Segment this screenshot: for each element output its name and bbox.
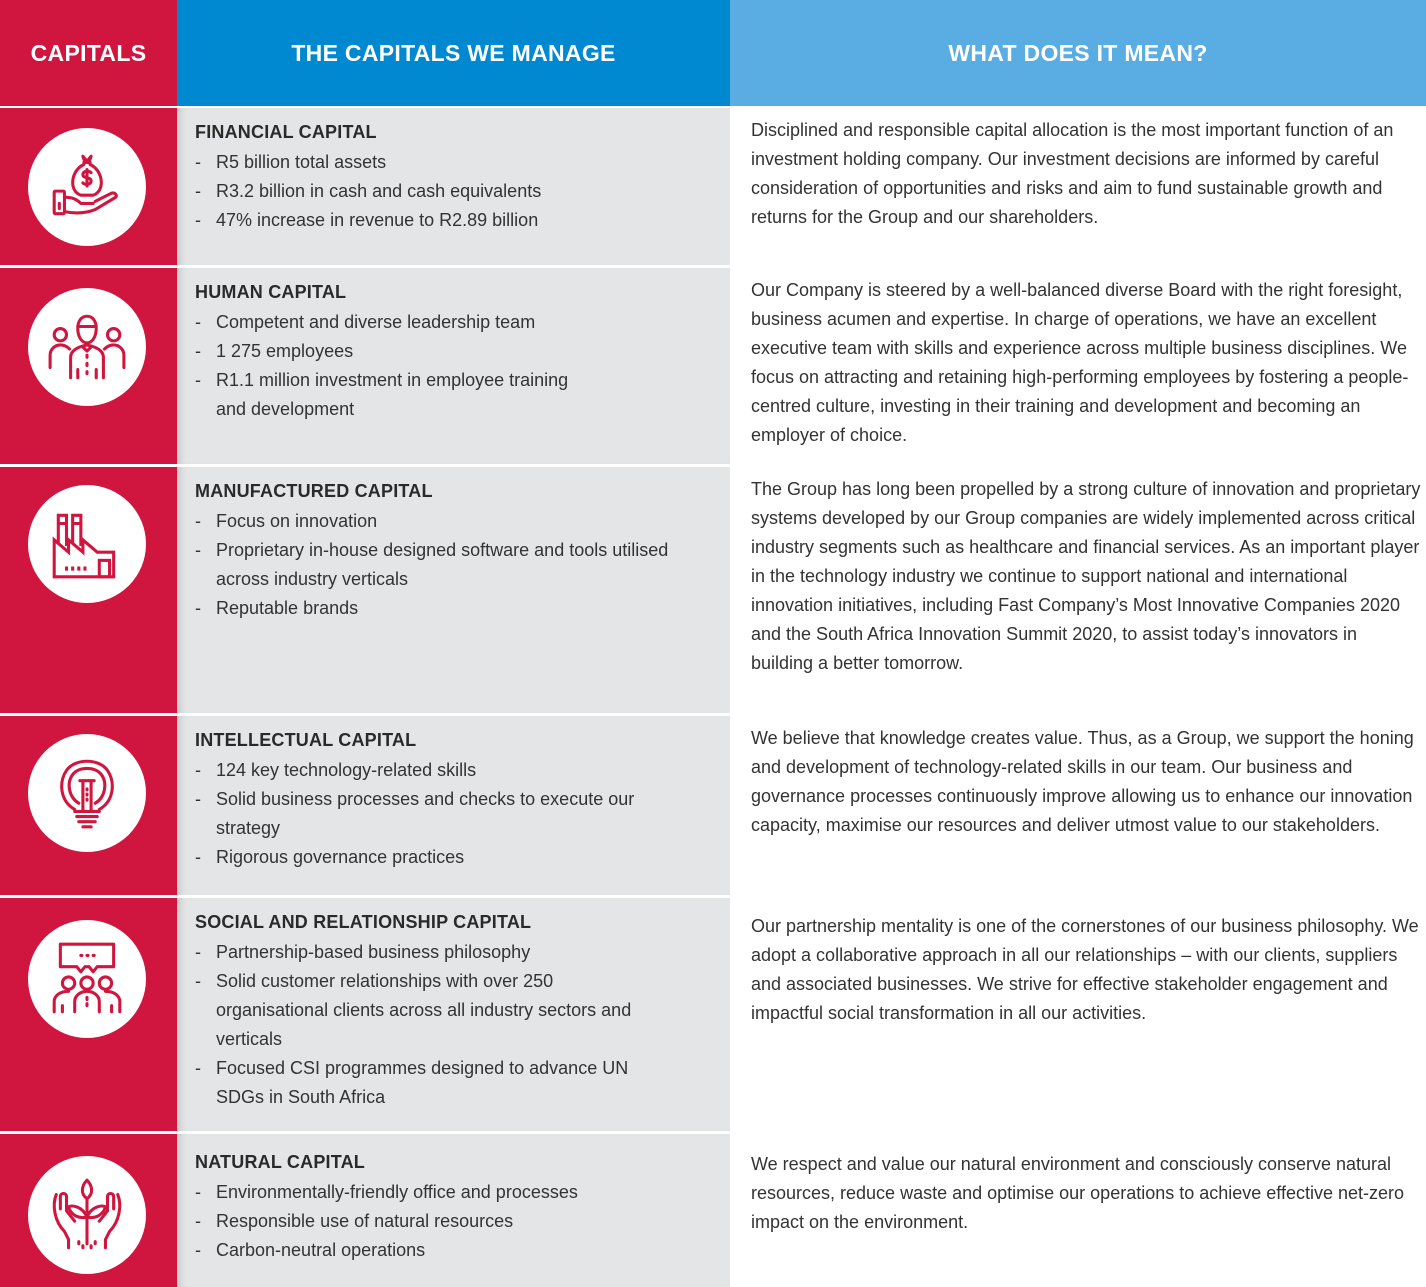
bullet-item: - R3.2 billion in cash and cash equivalents xyxy=(195,177,715,206)
meaning-cell xyxy=(730,108,1426,265)
people-speech-bubble-icon xyxy=(46,938,128,1020)
meaning-cell xyxy=(730,467,1426,713)
factory-icon xyxy=(46,503,128,585)
icon-circle xyxy=(28,920,146,1038)
capital-row-social-relationship xyxy=(0,898,1426,1131)
meaning-cell xyxy=(730,268,1426,464)
bullet-item: - Proprietary in-house designed software and tools utilised across industry verticals xyxy=(195,536,675,594)
capital-row-human xyxy=(0,268,1426,464)
capital-description: Our Company is steered by a well-balanced diverse Board with the right foresight, business acumen and expertise. In charge of operations, we have an excellent executive team with skills and experience across multiple business disciplines. We focus on attracting and retaining high-performing employees by fostering a people-centred culture, investing in their training and development and becoming an employer of choice. xyxy=(751,280,1409,445)
capital-bullets xyxy=(195,938,665,1112)
bullet-item: - Solid customer relationships with over 250 organisational clients across all industry sectors and verticals xyxy=(195,967,665,1054)
manage-cell xyxy=(177,467,730,713)
bullet-item: - Reputable brands xyxy=(195,594,675,623)
bullet-item: - R5 billion total assets xyxy=(195,148,715,177)
capital-description: Disciplined and responsible capital allocation is the most important function of an investment holding company. Our investment decisions are informed by careful consideration of opportunities and risks and aim to fund sustainable growth and returns for the Group and our shareholders. xyxy=(751,120,1394,227)
manage-cell xyxy=(177,716,730,895)
bullet-item: - Competent and diverse leadership team xyxy=(195,308,595,337)
capital-title: NATURAL CAPITAL xyxy=(195,1152,365,1172)
capital-description: We respect and value our natural environment and consciously conserve natural resources, reduce waste and optimise our operations to achieve effective net-zero impact on the environment. xyxy=(751,1154,1405,1232)
bullet-item: - Focused CSI programmes designed to advance UN SDGs in South Africa xyxy=(195,1054,665,1112)
bullet-item: - Responsible use of natural resources xyxy=(195,1207,715,1236)
meaning-cell xyxy=(730,898,1426,1131)
capital-title: FINANCIAL CAPITAL xyxy=(195,122,377,142)
bullet-item: - Solid business processes and checks to execute our strategy xyxy=(195,785,665,843)
bullet-item: - 124 key technology-related skills xyxy=(195,756,665,785)
icon-cell xyxy=(0,716,177,895)
capital-row-intellectual xyxy=(0,716,1426,895)
lightbulb-icon xyxy=(46,752,128,834)
capital-title: SOCIAL AND RELATIONSHIP CAPITAL xyxy=(195,912,532,932)
meaning-cell xyxy=(730,716,1426,895)
capital-row-manufactured xyxy=(0,467,1426,713)
capital-title: HUMAN CAPITAL xyxy=(195,282,347,302)
money-bag-hand-icon xyxy=(46,146,128,228)
header-capitals-we-manage: THE CAPITALS WE MANAGE xyxy=(177,0,730,106)
bullet-item: - Partnership-based business philosophy xyxy=(195,938,665,967)
capital-bullets xyxy=(195,756,665,872)
capital-bullets xyxy=(195,507,675,623)
icon-cell xyxy=(0,467,177,713)
people-group-icon xyxy=(46,306,128,388)
header-what-does-it-mean: WHAT DOES IT MEAN? xyxy=(730,0,1426,106)
capital-bullets xyxy=(195,148,715,235)
capital-title: INTELLECTUAL CAPITAL xyxy=(195,730,417,750)
manage-cell xyxy=(177,108,730,265)
icon-cell xyxy=(0,898,177,1131)
capital-description: We believe that knowledge creates value. Thus, as a Group, we support the honing and development of technology-related skills in our team. Our business and governance processes continuously improve allowing us to enhance our innovation capacity, maximise our resources and deliver utmost value to our stakeholders. xyxy=(751,728,1414,835)
header-capitals: CAPITALS xyxy=(0,0,177,106)
icon-circle xyxy=(28,734,146,852)
meaning-cell xyxy=(730,1134,1426,1287)
capital-title: MANUFACTURED CAPITAL xyxy=(195,481,433,501)
icon-cell xyxy=(0,1134,177,1287)
icon-cell xyxy=(0,268,177,464)
capital-description: Our partnership mentality is one of the cornerstones of our business philosophy. We adopt a collaborative approach in all our relationships – with our clients, suppliers and associated businesses. We strive for effective stakeholder engagement and impactful social transformation in all our activities. xyxy=(751,916,1419,1023)
bullet-item: - 47% increase in revenue to R2.89 billion xyxy=(195,206,715,235)
capital-bullets xyxy=(195,1178,715,1265)
capital-row-financial xyxy=(0,108,1426,265)
icon-circle xyxy=(28,288,146,406)
manage-cell xyxy=(177,1134,730,1287)
capital-description: The Group has long been propelled by a strong culture of innovation and proprietary systems developed by our Group companies are widely implemented across critical industry segments such as healthcare and financial services. As an important player in the technology industry we continue to support national and international innovation initiatives, including Fast Company’s Most Innovative Companies 2020 and the South Africa Innovation Summit 2020, to assist today’s innovators in building a better tomorrow. xyxy=(751,479,1421,673)
bullet-item: - Rigorous governance practices xyxy=(195,843,665,872)
icon-circle xyxy=(28,485,146,603)
bullet-item: - Focus on innovation xyxy=(195,507,675,536)
bullet-item: - Environmentally-friendly office and processes xyxy=(195,1178,715,1207)
hands-plant-icon xyxy=(46,1174,128,1256)
icon-circle xyxy=(28,128,146,246)
capital-row-natural xyxy=(0,1134,1426,1287)
icon-circle xyxy=(28,1156,146,1274)
capital-bullets xyxy=(195,308,595,424)
bullet-item: - 1 275 employees xyxy=(195,337,595,366)
manage-cell xyxy=(177,268,730,464)
icon-cell xyxy=(0,108,177,265)
bullet-item: - Carbon-neutral operations xyxy=(195,1236,715,1265)
bullet-item: - R1.1 million investment in employee training and development xyxy=(195,366,595,424)
manage-cell xyxy=(177,898,730,1131)
